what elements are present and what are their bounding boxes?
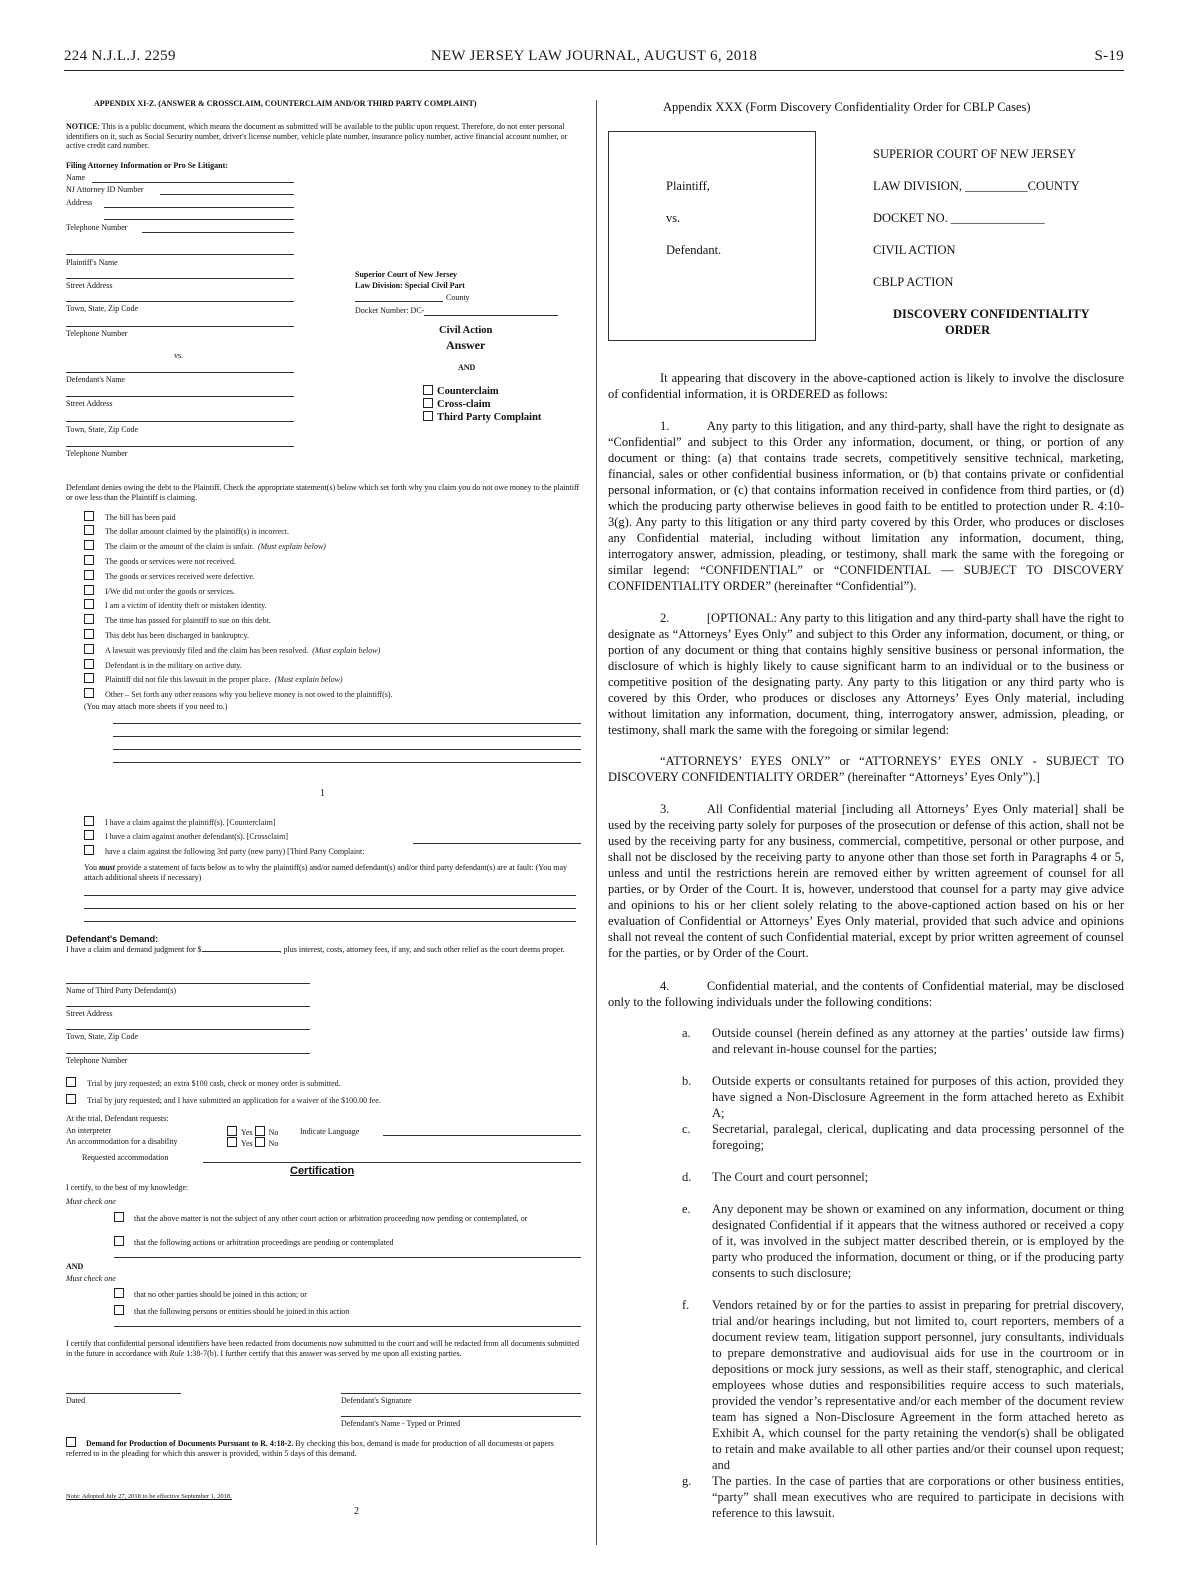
denial-item[interactable] bbox=[84, 570, 255, 582]
order-intro: It appearing that discovery in the above-captioned action is likely to involve the disclosure of confidential information, it is ORDERED as follows: bbox=[608, 371, 1124, 401]
certify-intro: I certify, to the best of my knowledge: bbox=[66, 1183, 189, 1192]
third-party-street-label: Street Address bbox=[66, 1009, 113, 1018]
demand-documents-checkbox[interactable] bbox=[66, 1437, 76, 1447]
denial-checkbox[interactable] bbox=[84, 688, 94, 698]
requested-accommodation-label: Requested accommodation bbox=[82, 1153, 169, 1162]
docket-no: DOCKET NO. _______________ bbox=[873, 211, 1045, 225]
claim-item[interactable] bbox=[84, 830, 288, 842]
claim-checkbox[interactable] bbox=[84, 845, 94, 855]
third-party-town-field[interactable] bbox=[66, 1029, 310, 1030]
civil-action-label: Civil Action bbox=[439, 325, 493, 336]
dated-label: Dated bbox=[66, 1396, 86, 1405]
third-party-label: Third Party Complaint bbox=[437, 412, 542, 423]
third-party-defendant-label: Name of Third Party Defendant(s) bbox=[66, 986, 177, 995]
denial-checkbox[interactable] bbox=[84, 599, 94, 609]
notice-label: NOTICE bbox=[66, 122, 98, 131]
third-party-name-field[interactable] bbox=[413, 843, 581, 844]
item-text: Outside counsel (herein defined as any attorney at the parties’ outside law firms) and relevant in-house counsel for the parties; bbox=[712, 1026, 1124, 1056]
no-label: No bbox=[268, 1128, 279, 1137]
filing-address-label: Address bbox=[66, 198, 93, 207]
jury-text: Trial by jury requested; an extra $100 cash, check or money order is submitted. bbox=[87, 1079, 341, 1088]
county-field[interactable] bbox=[355, 301, 443, 302]
page-header bbox=[64, 48, 1124, 71]
plaintiff-street-field[interactable] bbox=[66, 278, 294, 279]
header-citation: 224 N.J.L.J. 2259 bbox=[64, 48, 176, 64]
redact-post: 1:38-7(b). I further certify that this answer was served by me upon all existing parties. bbox=[184, 1348, 462, 1358]
filing-address-field[interactable] bbox=[104, 207, 294, 208]
answer-title: Answer bbox=[446, 338, 486, 352]
denial-checkbox[interactable] bbox=[84, 673, 94, 683]
superior-court: SUPERIOR COURT OF NEW JERSEY bbox=[873, 147, 1076, 161]
redaction-certification bbox=[66, 1339, 580, 1358]
demand-documents[interactable] bbox=[66, 1437, 580, 1458]
denial-item[interactable] bbox=[84, 555, 236, 567]
filing-header: Filing Attorney Information or Pro Se Litigant: bbox=[66, 161, 228, 170]
denial-checkbox[interactable] bbox=[84, 570, 94, 580]
must-check-one-2: Must check one bbox=[66, 1274, 116, 1283]
no-checkbox[interactable] bbox=[255, 1137, 265, 1147]
item-text: The parties. In the case of parties that are corporations or other business entities, “party” shall mean executives who are required to participate in decisions with reference to this lawsuit. bbox=[712, 1474, 1124, 1520]
disclosure-item-e bbox=[682, 1201, 1124, 1281]
column-divider bbox=[596, 100, 597, 1545]
caption-vs: vs. bbox=[666, 211, 681, 225]
cert-checkbox[interactable] bbox=[114, 1236, 124, 1246]
trial-intro: At the trial, Defendant requests: bbox=[66, 1114, 169, 1123]
denial-item[interactable] bbox=[84, 585, 235, 597]
counterclaim-option[interactable] bbox=[423, 385, 499, 397]
and-label-2: AND bbox=[66, 1262, 84, 1271]
yes-checkbox[interactable] bbox=[227, 1126, 237, 1136]
plaintiff-street-label: Street Address bbox=[66, 281, 113, 290]
denial-checkbox[interactable] bbox=[84, 540, 94, 550]
denial-item[interactable] bbox=[84, 540, 326, 552]
disclosure-item-g bbox=[682, 1473, 1124, 1521]
printed-name-field[interactable] bbox=[341, 1416, 581, 1417]
accommodation-field[interactable] bbox=[203, 1162, 581, 1163]
denial-text: Other – Set forth any other reasons why you believe money is not owed to the plaintiff(s). bbox=[105, 690, 393, 699]
jury-checkbox[interactable] bbox=[66, 1077, 76, 1087]
denial-item[interactable] bbox=[84, 525, 289, 537]
printed-name-label: Defendant's Name - Typed or Printed bbox=[341, 1419, 461, 1428]
cert-checkbox[interactable] bbox=[114, 1212, 124, 1222]
denial-item[interactable] bbox=[84, 659, 242, 671]
demand-header: Defendant's Demand: bbox=[66, 934, 159, 944]
third-party-option[interactable] bbox=[423, 411, 541, 423]
claim-text: have a claim against the following 3rd party (new party) [Third Party Complaint: bbox=[105, 847, 365, 856]
explanation-line[interactable] bbox=[113, 736, 581, 737]
plaintiff-phone-label: Telephone Number bbox=[66, 329, 128, 338]
denial-note: (Must explain below) bbox=[312, 646, 381, 655]
claim-text: I have a claim against another defendant(s). [Crossclaim] bbox=[105, 832, 289, 841]
crossclaim-label: Cross-claim bbox=[437, 399, 491, 410]
denial-text: Plaintiff did not file this lawsuit in the proper place. bbox=[105, 675, 271, 684]
item-letter: d. bbox=[682, 1170, 692, 1184]
interpreter-label: An interpreter bbox=[66, 1126, 112, 1135]
redact-pre: I certify that confidential personal identifiers have been redacted from documents now submitted to the court and will be redacted from all documents submitted in the future in accordance with bbox=[66, 1339, 579, 1358]
cert-text: that the following persons or entities should be joined in this action bbox=[134, 1307, 350, 1316]
appendix-title: APPENDIX XI-Z. (ANSWER & CROSSCLAIM, COUNTERCLAIM AND/OR THIRD PARTY COMPLAINT) bbox=[94, 99, 477, 108]
denial-text: The bill has been paid bbox=[105, 513, 176, 522]
cert-option-2[interactable] bbox=[114, 1236, 393, 1248]
cert-text: that the above matter is not the subject of any other court action or arbitration proceeding now pending or contemplated, or bbox=[134, 1214, 528, 1223]
notice-text: : This is a public document, which means the document as submitted will be available to the public upon request. Therefore, do not enter personal identifiers on it, such as Social Security number, driver's license number, vehicle plate number, insurance policy number, active financial account number, or active credit card number. bbox=[66, 122, 568, 151]
plaintiff-name-field[interactable] bbox=[66, 254, 294, 255]
crossclaim-checkbox[interactable] bbox=[423, 398, 433, 408]
denial-text: The time has passed for plaintiff to sue on this debt. bbox=[105, 616, 271, 625]
signature-field[interactable] bbox=[341, 1393, 581, 1394]
must-pre: You bbox=[84, 863, 99, 872]
claim-checkbox[interactable] bbox=[84, 830, 94, 840]
no-label: No bbox=[268, 1139, 279, 1148]
denial-note: (Must explain below) bbox=[274, 675, 343, 684]
cert-text: that the following actions or arbitration proceedings are pending or contemplated bbox=[134, 1238, 394, 1247]
defendant-name-field[interactable] bbox=[66, 372, 294, 373]
order-title-line1: DISCOVERY CONFIDENTIALITY bbox=[893, 307, 1090, 321]
paragraph-4: 4. Confidential material, and the contents of Confidential material, may be disclosed only to the following individuals under the following conditions: bbox=[608, 979, 1124, 1009]
denial-checkbox[interactable] bbox=[84, 585, 94, 595]
item-text: Secretarial, paralegal, clerical, duplicating and data processing personnel of the foregoing; bbox=[712, 1122, 1124, 1152]
denial-text: The goods or services received were defective. bbox=[105, 572, 255, 581]
item-letter: b. bbox=[682, 1074, 692, 1088]
filing-phone-label: Telephone Number bbox=[66, 223, 128, 232]
denial-item[interactable] bbox=[84, 644, 380, 656]
date-field[interactable] bbox=[66, 1393, 181, 1394]
third-party-street-field[interactable] bbox=[66, 1006, 310, 1007]
item-text: Vendors retained by or for the parties to assist in preparing for pretrial discovery, trial and/or hearings including, but not limited to, court reporters, members of a document review team, litigation support personnel, jury consultants, individuals to prepare demonstrative and audiovisual aids for use in the courtroom or in depositions or mock jury sessions, as well as their staff, stenographic, and clerical employees whose duties and responsibilities require access to such materials, provided the vendor’s representative and/or each member of the document review team has signed a Non-Disclosure Agreement in the form attached hereto as Exhibit A, which counsel for the party retaining the vendor(s) shall be obligated to retain and make available to all other parties and/or their counsel upon request; and bbox=[712, 1298, 1124, 1472]
demand-docs-bold: Demand for Production of Documents Pursuant to R. 4:18-2. bbox=[86, 1439, 294, 1448]
indicate-language-label: Indicate Language bbox=[300, 1127, 360, 1136]
denial-text: The dollar amount claimed by the plaintiff(s) is incorrect. bbox=[105, 527, 290, 536]
cert-option-4[interactable] bbox=[114, 1305, 349, 1317]
accommodation-choice[interactable] bbox=[227, 1137, 278, 1149]
accommodation-label: An accommodation for a disability bbox=[66, 1137, 178, 1146]
item-letter: a. bbox=[682, 1026, 691, 1040]
disclosure-item-f bbox=[682, 1297, 1124, 1472]
denial-note: (Must explain below) bbox=[257, 542, 326, 551]
denial-text: A lawsuit was previously filed and the claim has been resolved. bbox=[105, 646, 309, 655]
yes-label: Yes bbox=[241, 1139, 253, 1148]
statement-line[interactable] bbox=[84, 908, 576, 909]
denial-text: The claim or the amount of the claim is unfair. bbox=[105, 542, 254, 551]
plaintiff-phone-field[interactable] bbox=[66, 326, 294, 327]
paragraph-2: 2. [OPTIONAL: Any party to this litigation and any third-party shall have the right to designate as “Attorneys’ Eyes Only” and subject to this Order any information, document, or thing, or portion of any document or thing that contains highly sensitive business or personal information, the disclosure of which is highly likely to cause significant harm to an individual or to the business or competitive position of the designating party. Any party to this litigation or any third party who is covered by this Order, who produces or discloses any Attorneys’ Eyes Only material, including without limitation any information, document, thing, interrogatory answer, admission, pleading, or testimony, shall mark the same with the foregoing or similar legend: bbox=[608, 611, 1124, 737]
cert-checkbox[interactable] bbox=[114, 1288, 124, 1298]
item-letter: e. bbox=[682, 1202, 691, 1216]
denial-checkbox[interactable] bbox=[84, 644, 94, 654]
civil-action: CIVIL ACTION bbox=[873, 243, 956, 257]
jury-text: Trial by jury requested; and I have submitted an application for a waiver of the $100.00 fee. bbox=[87, 1096, 381, 1105]
claim-checkbox[interactable] bbox=[84, 816, 94, 826]
disclosure-item-d bbox=[682, 1169, 1124, 1185]
explanation-line[interactable] bbox=[113, 723, 581, 724]
demand-post: , plus interest, costs, attorney fees, if any, and such other relief as the court deems proper. bbox=[279, 945, 565, 954]
filing-address-field-2[interactable] bbox=[104, 219, 294, 220]
redact-rule: Rule bbox=[169, 1348, 185, 1358]
denial-text: I/We did not order the goods or services. bbox=[105, 587, 235, 596]
paragraph-3: 3. All Confidential material [including all Attorneys’ Eyes Only material] shall be used by the receiving party solely for purposes of the prosecution or defense of this action, shall not be used by the receiving party for any business, commercial, competitive, personal or other purpose, and shall not be disclosed by the receiving party to anyone other than those set forth in Paragraphs 4 or 5, unless and until the restrictions herein are removed either by written agreement of counsel for all parties, or by Order of the Court. It is, however, understood that counsel for a party may give advice and opinions to his or her client solely relating to the above-captioned action based on his or her evaluation of Confidential or Attorneys’ Eyes Only material, provided that such advice and opinions shall not reveal the content of such Confidential material, except by prior written agreement of counsel for the parties, or by Order of the Court. bbox=[608, 802, 1124, 960]
law-division: LAW DIVISION, __________COUNTY bbox=[873, 179, 1080, 193]
defendant-town-label: Town, State, Zip Code bbox=[66, 425, 139, 434]
disclosure-item-c bbox=[682, 1121, 1124, 1153]
denial-text: Defendant is in the military on active duty. bbox=[105, 661, 242, 670]
counterclaim-label: Counterclaim bbox=[437, 386, 499, 397]
denial-checkbox[interactable] bbox=[84, 555, 94, 565]
filing-name-field[interactable] bbox=[92, 182, 294, 183]
caption-plaintiff: Plaintiff, bbox=[666, 179, 710, 193]
must-word: must bbox=[98, 863, 115, 872]
must-check-one: Must check one bbox=[66, 1197, 116, 1206]
third-party-town-label: Town, State, Zip Code bbox=[66, 1032, 139, 1041]
demand-pre: I have a claim and demand judgment for $ bbox=[66, 945, 202, 954]
defendant-street-label: Street Address bbox=[66, 399, 113, 408]
interpreter-choice[interactable] bbox=[227, 1126, 278, 1138]
crossclaim-option[interactable] bbox=[423, 398, 490, 410]
third-party-phone-label: Telephone Number bbox=[66, 1056, 128, 1065]
filing-id-label: NJ Attorney ID Number bbox=[66, 185, 144, 194]
docket-field[interactable] bbox=[424, 315, 558, 316]
attach-note: (You may attach more sheets if you need to.) bbox=[84, 702, 228, 711]
jury-checkbox[interactable] bbox=[66, 1094, 76, 1104]
third-party-defendant-field[interactable] bbox=[66, 983, 310, 984]
defendant-phone-label: Telephone Number bbox=[66, 449, 128, 458]
plaintiff-town-field[interactable] bbox=[66, 301, 294, 302]
disclosure-item-b bbox=[682, 1073, 1124, 1120]
denial-item[interactable] bbox=[84, 629, 249, 641]
claim-text: I have a claim against the plaintiff(s). [Counterclaim] bbox=[105, 818, 276, 827]
denial-item[interactable] bbox=[84, 673, 343, 685]
filing-name-label: Name bbox=[66, 173, 86, 182]
denial-text: This debt has been discharged in bankruptcy. bbox=[105, 631, 249, 640]
court-name: Superior Court of New Jersey bbox=[355, 270, 458, 279]
plaintiff-town-label: Town, State, Zip Code bbox=[66, 304, 139, 313]
order-title-line2: ORDER bbox=[945, 323, 991, 337]
adoption-note: Note: Adopted July 27, 2018 to be effective September 1, 2018. bbox=[66, 1493, 232, 1500]
notice-paragraph bbox=[66, 122, 582, 151]
denial-checkbox[interactable] bbox=[84, 511, 94, 521]
third-party-checkbox[interactable] bbox=[423, 411, 433, 421]
jury-option[interactable] bbox=[66, 1094, 381, 1106]
paragraph-1: 1. Any party to this litigation, and any third-party, shall have the right to designate as “Confidential” and subject to this Order any information, document, or thing, or portion of any document or thing: (a) that contains trade secrets, competitively sensitive technical, marketing, financial, sales or other confidential business information, or (b) that contains private or confidential personal information, or (c) that contains information received in confidence from third parties, or (d) which the producing party otherwise believes in good faith to be entitled to protection under R. 4:10-3(g). Any party to this litigation or any third party covered by this Order, who produces or discloses any Confidential material, including without limitation any information, document, thing, interrogatory answer, admission, pleading, or testimony, shall mark the same with the foregoing or similar legend: “CONFIDENTIAL” or “CONFIDENTIAL — SUBJECT TO DISCOVERY CONFIDENTIALITY ORDER” (hereinafter “Confidential”). bbox=[608, 419, 1124, 593]
defendant-street-field[interactable] bbox=[66, 396, 294, 397]
denial-checkbox[interactable] bbox=[84, 629, 94, 639]
cert-option-3[interactable] bbox=[114, 1288, 307, 1300]
item-text: The Court and court personnel; bbox=[712, 1170, 869, 1184]
paragraph-2-legend: “ATTORNEYS’ EYES ONLY” or “ATTORNEYS’ EYES ONLY - SUBJECT TO DISCOVERY CONFIDENTIALITY ORDER” (hereinafter “Attorneys’ Eyes Only”).] bbox=[608, 754, 1124, 784]
caption-box bbox=[608, 131, 816, 341]
must-statement bbox=[84, 863, 580, 882]
form-page-2: 2 bbox=[354, 1506, 359, 1517]
denial-text: I am a victim of identity theft or mistaken identity. bbox=[105, 601, 267, 610]
yes-label: Yes bbox=[241, 1128, 253, 1137]
caption-defendant: Defendant. bbox=[666, 243, 722, 257]
yes-checkbox[interactable] bbox=[227, 1137, 237, 1147]
disclosure-item-a bbox=[682, 1025, 1124, 1057]
certification-title: Certification bbox=[290, 1165, 355, 1177]
appendix-xxx-title: Appendix XXX (Form Discovery Confidentiality Order for CBLP Cases) bbox=[663, 100, 1031, 114]
docket-label: Docket Number: DC- bbox=[355, 306, 425, 315]
cert-text: that no other parties should be joined in this action; or bbox=[134, 1290, 307, 1299]
cert-option-1[interactable] bbox=[114, 1212, 564, 1224]
cert-checkbox[interactable] bbox=[114, 1305, 124, 1315]
header-page-number: S-19 bbox=[1094, 48, 1124, 64]
must-post: provide a statement of facts below as to why the plaintiff(s) and/or named defendant(s) and/or third party defendant(s) are at fault: (You may attach additional sheets if necessary) bbox=[84, 863, 568, 882]
explanation-line[interactable] bbox=[113, 762, 581, 763]
demand-docs-text: By checking this box, demand is made for production of all documents or papers referred to in the pleading for which this answer is provided, within 5 days of this demand. bbox=[66, 1439, 554, 1458]
plaintiff-name-label: Plaintiff's Name bbox=[66, 258, 118, 267]
vs-label: vs. bbox=[174, 351, 184, 360]
denial-checkbox[interactable] bbox=[84, 614, 94, 624]
denial-item[interactable] bbox=[84, 614, 271, 626]
county-label: County bbox=[446, 293, 470, 302]
signature-label: Defendant's Signature bbox=[341, 1396, 412, 1405]
demand-text bbox=[66, 945, 582, 955]
filing-phone-field[interactable] bbox=[142, 232, 294, 233]
denial-item[interactable] bbox=[84, 688, 393, 700]
header-publication: NEW JERSEY LAW JOURNAL, AUGUST 6, 2018 bbox=[430, 48, 758, 64]
denial-checkbox[interactable] bbox=[84, 659, 94, 669]
item-text: Any deponent may be shown or examined on any information, document or thing designated Confidential if it appears that the witness authored or received a copy of it, was involved in the subject matter described therein, or is employed by the party who produced the information, document or thing, or if the producing party consents to such disclosure; bbox=[712, 1202, 1124, 1280]
no-checkbox[interactable] bbox=[255, 1126, 265, 1136]
third-party-phone-field[interactable] bbox=[66, 1053, 310, 1054]
defendant-phone-field[interactable] bbox=[66, 446, 294, 447]
statement-line[interactable] bbox=[84, 921, 576, 922]
form-page-1: 1 bbox=[320, 788, 325, 799]
statement-line[interactable] bbox=[84, 895, 576, 896]
denial-checkbox[interactable] bbox=[84, 525, 94, 535]
court-division: Law Division: Special Civil Part bbox=[355, 281, 465, 290]
denial-item[interactable] bbox=[84, 599, 267, 611]
claim-item[interactable] bbox=[84, 816, 275, 828]
explanation-line[interactable] bbox=[113, 749, 581, 750]
denial-item[interactable] bbox=[84, 511, 176, 523]
denial-intro: Defendant denies owing the debt to the Plaintiff. Check the appropriate statement(s) below which set forth why you claim you do not owe money to the plaintiff or owe less than the Plaintiff is claiming. bbox=[66, 483, 580, 502]
item-letter: c. bbox=[682, 1122, 691, 1136]
language-field[interactable] bbox=[383, 1135, 581, 1136]
counterclaim-checkbox[interactable] bbox=[423, 385, 433, 395]
defendant-name-label: Defendant's Name bbox=[66, 375, 125, 384]
pending-actions-field[interactable] bbox=[114, 1257, 581, 1258]
and-label: AND bbox=[458, 363, 476, 372]
jury-option[interactable] bbox=[66, 1077, 341, 1089]
item-letter: f. bbox=[682, 1298, 690, 1312]
demand-amount-field[interactable] bbox=[202, 951, 280, 952]
claim-item[interactable] bbox=[84, 845, 364, 857]
filing-id-field[interactable] bbox=[160, 194, 294, 195]
defendant-town-field[interactable] bbox=[66, 421, 294, 422]
join-parties-field[interactable] bbox=[114, 1326, 581, 1327]
item-letter: g. bbox=[682, 1474, 692, 1488]
cblp-action: CBLP ACTION bbox=[873, 275, 954, 289]
item-text: Outside experts or consultants retained for purposes of this action, provided they have signed a Non-Disclosure Agreement in the form attached hereto as Exhibit A; bbox=[712, 1074, 1124, 1120]
denial-text: The goods or services were not received. bbox=[105, 557, 236, 566]
